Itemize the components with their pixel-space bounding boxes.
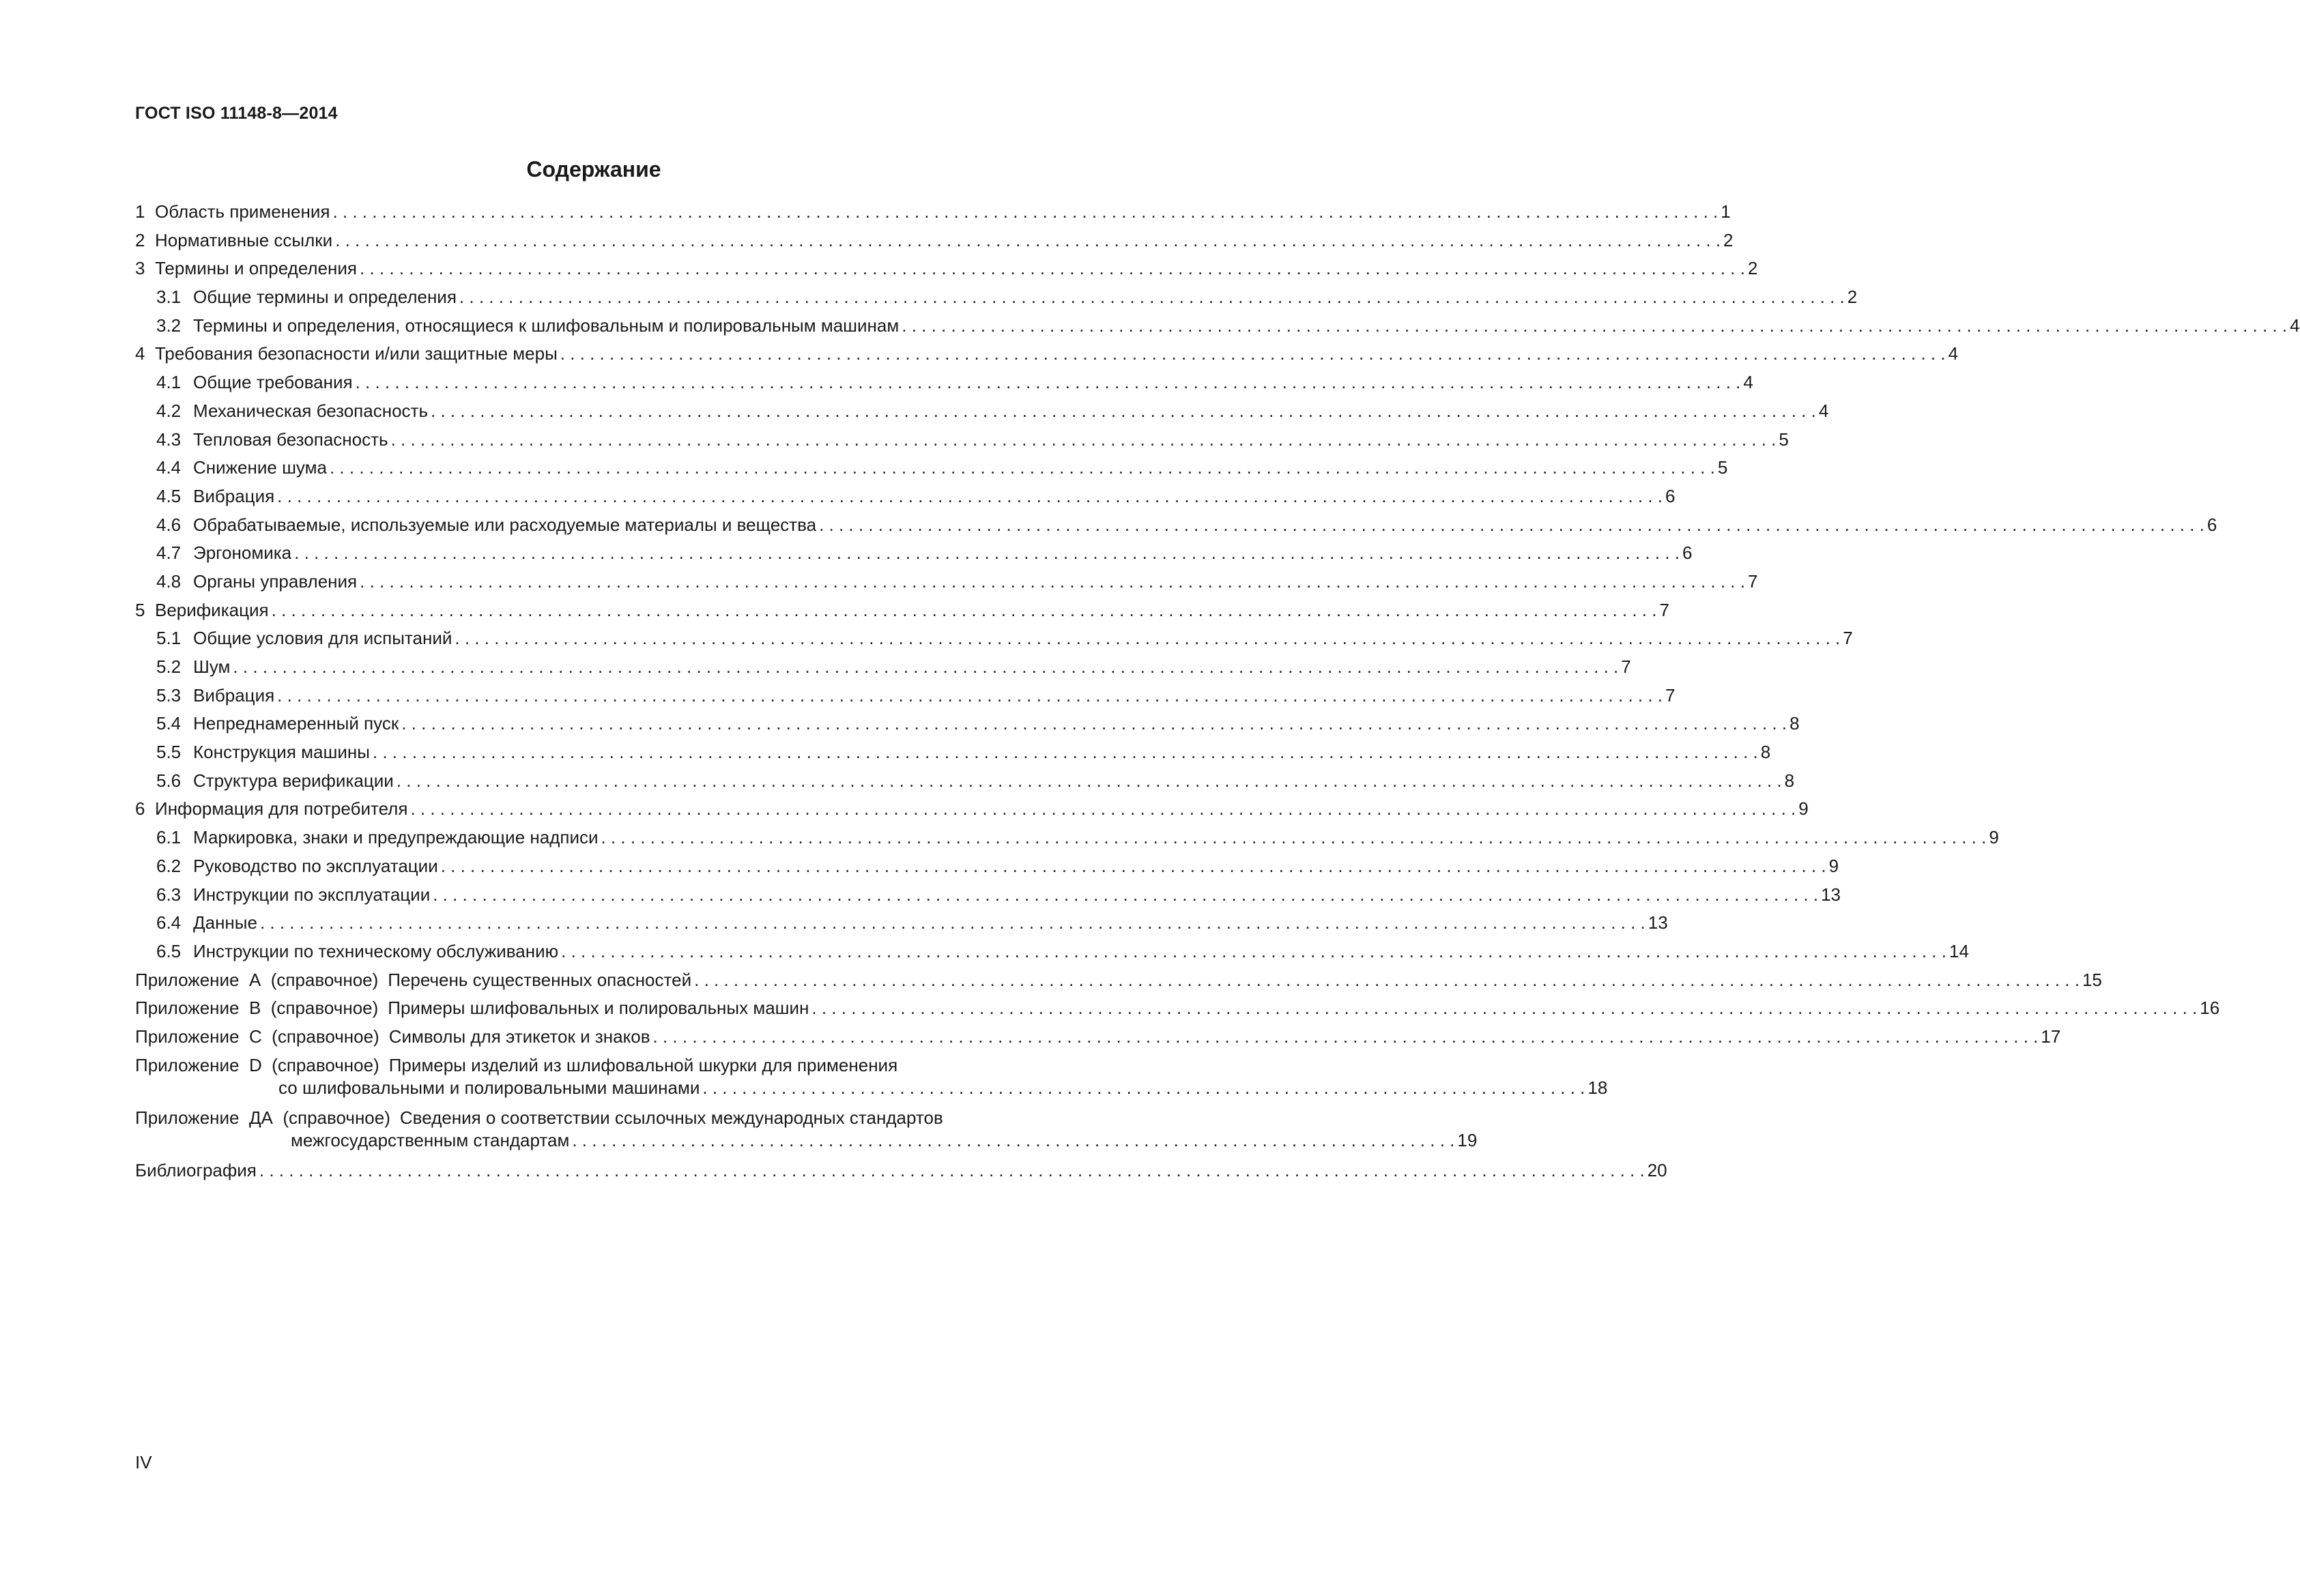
toc-entry-5-3[interactable] (135, 682, 1676, 710)
toc-entry-page-number: 7 (1747, 570, 1758, 592)
toc-entry-page-number: 9 (1989, 827, 1999, 848)
toc-entry-page-number: 5 (1717, 457, 1728, 478)
toc-entry-6-4[interactable] (135, 909, 1668, 938)
dot-leader (819, 511, 2204, 540)
toc-entry-number: 3 (135, 258, 145, 279)
toc-entry-number: 4.5 (156, 485, 182, 506)
toc-entry-number: 2 (135, 229, 145, 250)
toc-annex-c[interactable] (135, 1023, 2061, 1051)
toc-entry-number: 4.1 (156, 372, 182, 393)
toc-entry-6-3[interactable] (135, 881, 1841, 910)
toc-entry-4-3[interactable] (135, 426, 1789, 454)
dot-leader (431, 397, 1816, 426)
toc-entry-number: 5.5 (156, 742, 182, 763)
toc-entry-title: Маркировка, знаки и предупреждающие надписи (193, 827, 599, 848)
dot-leader (653, 1023, 2039, 1051)
toc-entry-title: Область применения (155, 201, 330, 222)
toc-entry-1[interactable] (135, 198, 1731, 227)
toc-entry-2[interactable] (135, 227, 1734, 255)
toc-entry-page-number: 2 (1723, 229, 1734, 250)
toc-entry-title: Информация для потребителя (155, 798, 408, 819)
dot-leader (335, 227, 1721, 255)
toc-entry-title: Верификация (155, 599, 269, 620)
toc-entry-number: 5 (135, 599, 145, 620)
toc-entry-title: Инструкции по эксплуатации (193, 884, 431, 905)
toc-entry-number: 3.1 (156, 287, 182, 308)
toc-entry-title: Общие требования (193, 372, 353, 393)
toc-entry-number: 5.2 (156, 656, 182, 677)
toc-entry-page-number: 7 (1843, 628, 1853, 649)
toc-entry-6-2[interactable] (135, 852, 1839, 881)
toc-entry-number: 6 (135, 798, 145, 819)
toc-entry-number: 5.6 (156, 770, 182, 791)
toc-entry-4-2[interactable] (135, 397, 1829, 426)
toc-entry-3-1[interactable] (135, 283, 1858, 312)
annex-page-number: 15 (2082, 969, 2102, 990)
dot-leader (259, 1157, 1645, 1185)
dot-leader: . . . . . . . . . . . . . . . . . . . . . . . . . . . . . . . . . . . . . . . . . . . . . . . . . . . . . . . . . . . . . . . . . . . . . . . . . . . . . . . . . . . . . . . . . . (572, 1129, 1455, 1150)
toc-entry-title: Термины и определения (155, 258, 358, 279)
toc-entry-page-number: 2 (1747, 258, 1758, 279)
document-id-header: ГОСТ ISO 11148-8—2014 (135, 104, 338, 123)
annex-title: Примеры шлифовальных и полировальных машин (388, 998, 809, 1019)
dot-leader (356, 368, 1741, 397)
dot-leader (294, 539, 1680, 568)
dot-leader (433, 881, 1818, 910)
annex-label: Приложение D (справочное) (135, 1054, 379, 1075)
dot-leader: . . . . . . . . . . . . . . . . . . . . . . . . . . . . . . . . . . . . . . . . . . . . . . . . . . . . . . . . . . . . . . . . . . . . . . . . . . . . . . . . . . . . . . . . . . (702, 1077, 1585, 1098)
annex-title-continued: межгосударственным стандартам (291, 1129, 570, 1150)
toc-entry-number: 4 (135, 343, 145, 364)
dot-leader (455, 624, 1840, 653)
toc-entry-number: 4.6 (156, 514, 182, 535)
toc-entry-title: Термины и определения, относящиеся к шлифовальным и полировальным машинам (193, 315, 900, 336)
toc-entry-number: 6.5 (156, 940, 182, 961)
dot-leader (561, 938, 1946, 966)
annex-label: Приложение С (справочное) (135, 1026, 379, 1047)
toc-entry-title: Структура верификации (193, 770, 394, 791)
toc-entry-5-2[interactable] (135, 653, 1631, 682)
table-of-contents (135, 198, 2300, 1185)
toc-entry-5[interactable] (135, 596, 1669, 625)
toc-entry-4-1[interactable] (135, 368, 1753, 397)
dot-leader (330, 454, 1715, 482)
dot-leader (391, 426, 1777, 454)
dot-leader (441, 852, 1826, 881)
toc-entry-number: 3.2 (156, 315, 182, 336)
toc-entry-title: Обрабатываемые, используемые или расходуемые материалы и вещества (193, 514, 817, 535)
toc-entry-title: Механическая безопасность (193, 400, 428, 421)
dot-leader (401, 710, 1787, 738)
toc-entry-page-number: 14 (1949, 940, 1969, 961)
toc-entry-title: Вибрация (193, 684, 275, 706)
toc-entry-5-4[interactable] (135, 710, 1800, 738)
toc-annex-b[interactable] (135, 994, 2220, 1023)
toc-entry-6-1[interactable] (135, 824, 1999, 852)
toc-entry-page-number: 9 (1828, 855, 1839, 876)
toc-entry-4-6[interactable] (135, 511, 2217, 540)
annex-title: Сведения о соответствии ссылочных международных стандартов (399, 1107, 943, 1128)
toc-annex-da[interactable] (135, 1107, 1478, 1154)
toc-entry-3-2[interactable] (135, 312, 2300, 340)
dot-leader (360, 255, 1745, 283)
toc-entry-title: Нормативные ссылки (155, 229, 333, 250)
dot-leader (277, 682, 1663, 710)
toc-entry-page-number: 8 (1789, 713, 1800, 734)
toc-entry-4-4[interactable] (135, 454, 1728, 482)
toc-entry-page-number: 6 (1665, 485, 1676, 506)
toc-entry-number: 5.1 (156, 628, 182, 649)
toc-entry-title: Общие термины и определения (193, 287, 457, 308)
toc-entry-4-5[interactable] (135, 482, 1676, 511)
toc-entry-number: 4.3 (156, 429, 182, 450)
annex-title: Перечень существенных опасностей (388, 969, 692, 990)
toc-entry-page-number: 4 (1948, 343, 1959, 364)
toc-entry-6-5[interactable] (135, 938, 1969, 966)
dot-leader (272, 596, 1657, 625)
toc-entry-title: Органы управления (193, 570, 358, 592)
toc-entry-title: Требования безопасности и/или защитные меры (155, 343, 558, 364)
dot-leader (560, 340, 1946, 368)
dot-leader (373, 738, 1758, 767)
toc-entry-page-number: 13 (1648, 912, 1668, 933)
toc-entry-number: 6.4 (156, 912, 182, 933)
toc-entry-page-number: 4 (2290, 315, 2300, 336)
annex-page-number: 16 (2200, 998, 2220, 1019)
toc-entry-title: Шум (193, 656, 231, 677)
toc-entry-page-number: 13 (1821, 884, 1841, 905)
dot-leader (260, 909, 1645, 938)
dot-leader (397, 767, 1782, 796)
toc-entry-number: 5.3 (156, 684, 182, 706)
page-number-footer: IV (135, 1452, 152, 1472)
toc-entry-5-1[interactable] (135, 624, 1853, 653)
toc-entry-page-number: 8 (1784, 770, 1795, 791)
dot-leader (459, 283, 1845, 312)
toc-entry-number: 1 (135, 201, 145, 222)
dot-leader (694, 966, 2080, 995)
toc-entry-number: 5.4 (156, 713, 182, 734)
toc-entry-page-number: 2 (1847, 287, 1858, 308)
dot-leader (233, 653, 1618, 682)
toc-entry-page-number: 6 (2206, 514, 2217, 535)
dot-leader (902, 312, 2287, 340)
toc-entry-title: Эргономика (193, 542, 292, 564)
toc-bibliography[interactable] (135, 1157, 1667, 1185)
toc-entry-5-6[interactable] (135, 767, 1795, 796)
toc-entry-number: 4.2 (156, 400, 182, 421)
toc-entry-title: Непреднамеренный пуск (193, 713, 399, 734)
bibliography-page-number: 20 (1647, 1159, 1667, 1180)
toc-entry-number: 4.8 (156, 570, 182, 592)
toc-entry-number: 6.2 (156, 855, 182, 876)
toc-entry-page-number: 4 (1743, 372, 1753, 393)
toc-entry-4[interactable] (135, 340, 1959, 368)
toc-entry-page-number: 5 (1779, 429, 1789, 450)
toc-entry-title: Снижение шума (193, 457, 327, 478)
toc-entry-title: Инструкции по техническому обслуживанию (193, 940, 559, 961)
toc-entry-page-number: 6 (1682, 542, 1693, 564)
toc-entry-page-number: 1 (1721, 201, 1731, 222)
toc-entry-4-8[interactable] (135, 568, 1758, 596)
toc-entry-5-5[interactable] (135, 738, 1771, 767)
toc-entry-page-number: 7 (1665, 684, 1676, 706)
dot-leader (811, 994, 2197, 1023)
annex-page-number: 18 (1587, 1077, 1608, 1098)
toc-entry-4-7[interactable] (135, 539, 1693, 568)
annex-label: Приложение В (справочное) (135, 998, 379, 1019)
annex-title: Примеры изделий из шлифовальной шкурки для применения (388, 1054, 898, 1075)
dot-leader (277, 482, 1663, 511)
toc-title: Содержание (526, 157, 661, 182)
toc-entry-title: Общие условия для испытаний (193, 628, 452, 649)
toc-entry-6[interactable] (135, 795, 1809, 824)
toc-entry-number: 6.3 (156, 884, 182, 905)
toc-entry-number: 4.7 (156, 542, 182, 564)
toc-entry-page-number: 4 (1818, 400, 1829, 421)
dot-leader (601, 824, 1987, 852)
annex-title: Символы для этикеток и знаков (388, 1026, 650, 1047)
toc-entry-page-number: 8 (1760, 742, 1771, 763)
toc-sections (135, 198, 2300, 966)
toc-annex-d[interactable] (135, 1054, 1608, 1101)
dot-leader (360, 568, 1745, 596)
toc-entry-number: 4.4 (156, 457, 182, 478)
toc-entry-3[interactable] (135, 255, 1758, 283)
annex-label: Приложение ДА (справочное) (135, 1107, 390, 1128)
toc-entry-title: Руководство по эксплуатации (193, 855, 438, 876)
annex-label: Приложение А (справочное) (135, 969, 379, 990)
annex-title-continued: со шлифовальными и полировальными машинами (278, 1077, 700, 1098)
annex-page-number: 17 (2041, 1026, 2061, 1047)
toc-entry-title: Конструкция машины (193, 742, 370, 763)
toc-entry-title: Тепловая безопасность (193, 429, 388, 450)
toc-entry-page-number: 7 (1621, 656, 1631, 677)
toc-entry-title: Вибрация (193, 485, 275, 506)
toc-entry-page-number: 9 (1798, 798, 1809, 819)
toc-annex-a[interactable] (135, 966, 2102, 995)
toc-entry-number: 6.1 (156, 827, 182, 848)
dot-leader (410, 795, 1796, 824)
toc-entry-page-number: 7 (1659, 599, 1669, 620)
annex-page-number: 19 (1457, 1129, 1478, 1150)
bibliography-title: Библиография (135, 1159, 257, 1180)
dot-leader (332, 198, 1718, 227)
toc-entry-title: Данные (193, 912, 257, 933)
